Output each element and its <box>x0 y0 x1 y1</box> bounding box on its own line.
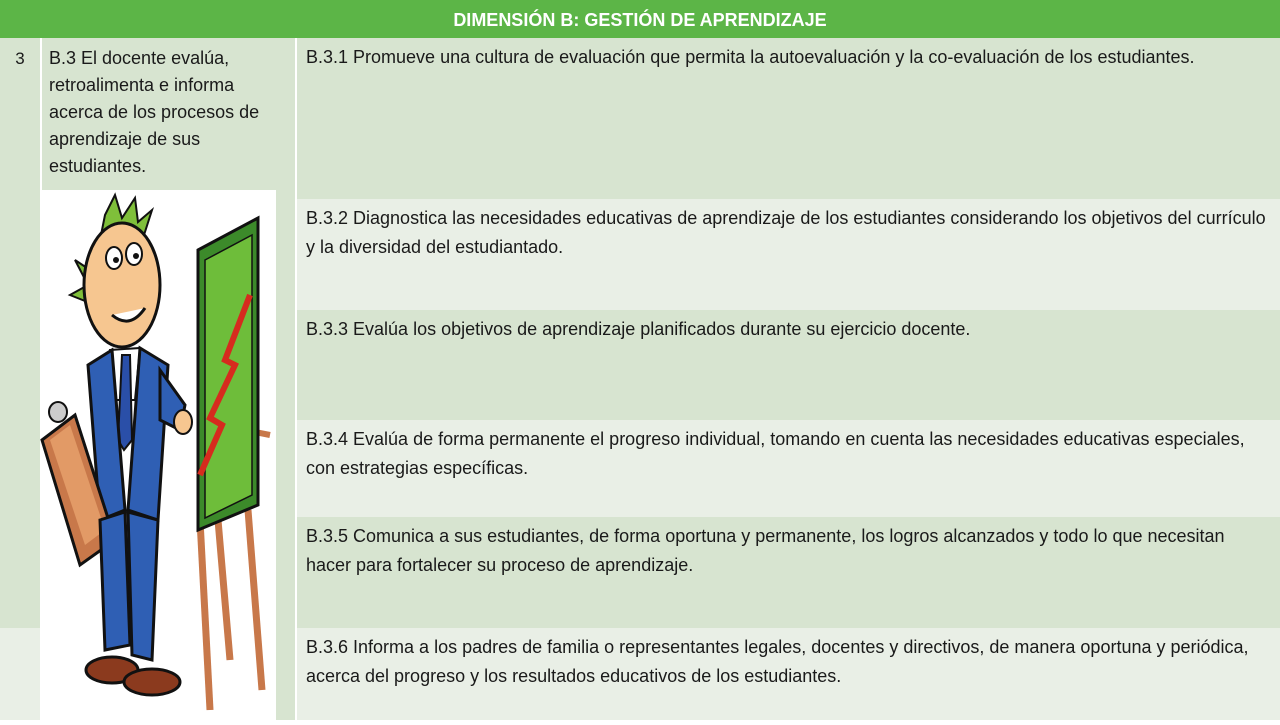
row-number: 3 <box>15 49 25 68</box>
indicator-row <box>296 517 1280 628</box>
row-number-cell-lower <box>0 628 40 720</box>
table-header <box>0 0 1280 38</box>
indicator-text: B.3.6 Informa a los padres de familia o representantes legales, docentes y directivos, de manera oportuna y periódica, acerca del progreso y los resultados educativos de los estudiantes. <box>306 637 1249 686</box>
standard-cell <box>40 38 296 190</box>
indicator-text: B.3.4 Evalúa de forma permanente el progreso individual, tomando en cuenta las necesidades educativas especiales, con estrategias específicas. <box>306 429 1245 478</box>
indicator-text: B.3.3 Evalúa los objetivos de aprendizaje planificados durante su ejercicio docente. <box>306 319 971 339</box>
indicator-row <box>296 38 1280 199</box>
indicator-text: B.3.5 Comunica a sus estudiantes, de forma oportuna y permanente, los logros alcanzados y todo lo que necesitan hacer para fortalecer su proceso de aprendizaje. <box>306 526 1225 575</box>
indicator-text: B.3.1 Promueve una cultura de evaluación que permita la autoevaluación y la co-evaluación de los estudiantes. <box>306 47 1195 67</box>
standard-text: B.3 El docente evalúa, retroalimenta e informa acerca de los procesos de aprendizaje de sus estudiantes. <box>49 48 260 176</box>
indicator-text: B.3.2 Diagnostica las necesidades educativas de aprendizaje de los estudiantes considerando los objetivos del currículo y la diversidad del estudiantado. <box>306 208 1266 257</box>
teacher-illustration <box>40 190 276 720</box>
indicator-row <box>296 199 1280 310</box>
indicator-row <box>296 420 1280 517</box>
indicator-row <box>296 628 1280 720</box>
indicator-row <box>296 310 1280 420</box>
row-number-cell <box>0 38 40 628</box>
column-divider <box>295 38 297 720</box>
teacher-with-chart-illustration-icon <box>40 190 276 720</box>
table-title: DIMENSIÓN B: GESTIÓN DE APRENDIZAJE <box>453 10 827 30</box>
